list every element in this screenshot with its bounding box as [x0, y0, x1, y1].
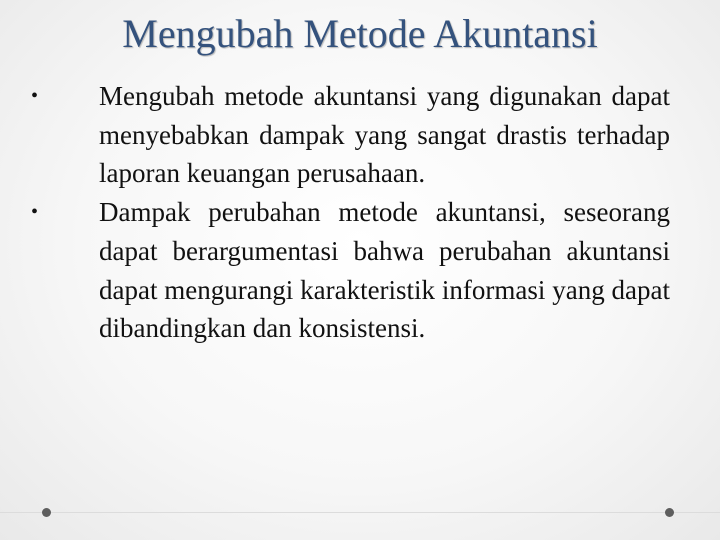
bullet-text: Dampak perubahan metode akuntansi, seseorang dapat berargumentasi bahwa perubahan akuntansi dapat mengurangi karakteristik informasi yang dapat dibandingkan dan konsistensi.	[99, 197, 670, 344]
footer-divider	[674, 512, 720, 513]
bullet-item	[30, 193, 670, 348]
bullet-list	[30, 77, 670, 348]
bullet-marker: •	[31, 85, 39, 107]
slide-title: Mengubah Metode Akuntansi	[122, 11, 598, 56]
bullet-item	[30, 77, 670, 193]
bullet-marker: •	[31, 201, 39, 224]
footer-divider	[0, 512, 42, 513]
bullet-text: Mengubah metode akuntansi yang digunakan dapat menyebabkan dampak yang sangat drastis terhadap laporan keuangan perusahaan.	[99, 81, 670, 189]
corner-dot-icon	[665, 508, 674, 517]
footer-divider	[51, 512, 665, 513]
corner-dot-icon	[42, 508, 51, 517]
